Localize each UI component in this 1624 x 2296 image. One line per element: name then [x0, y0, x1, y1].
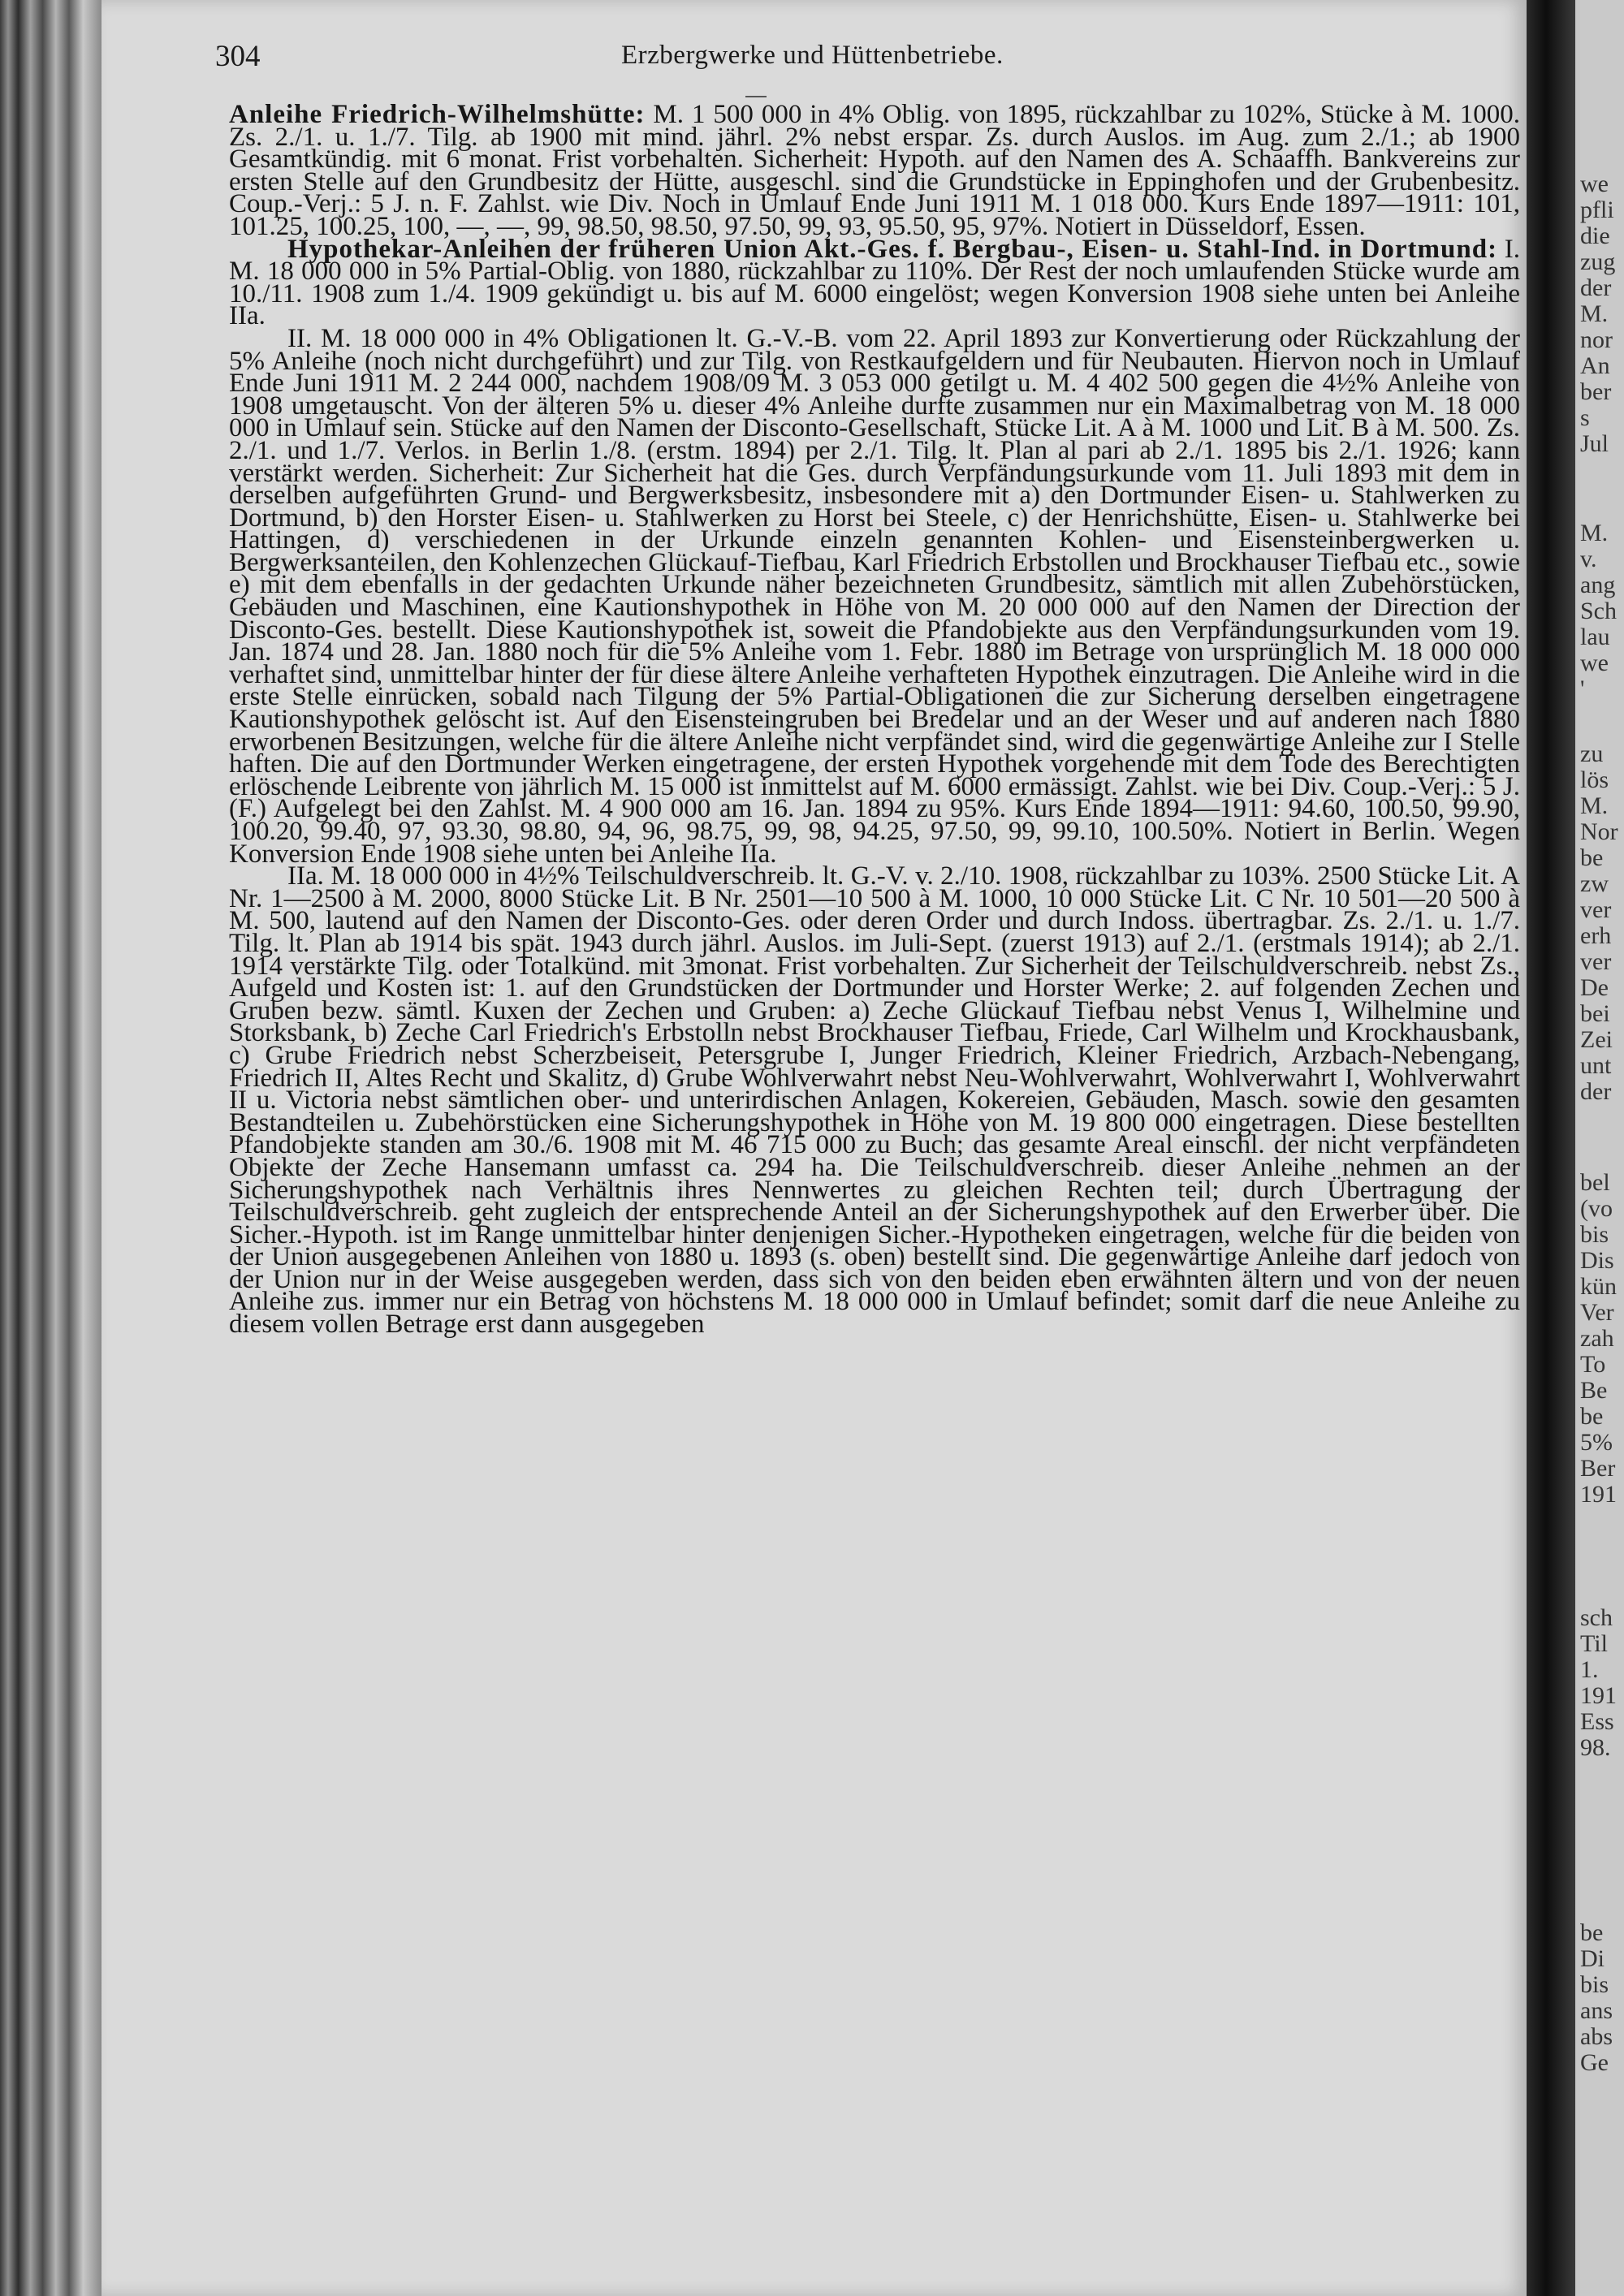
adjacent-page-fragment: 98.: [1580, 1734, 1611, 1761]
paragraph-text: IIa. M. 18 000 000 in 4½% Teilschuldverschreib. lt. G.-V. v. 2./10. 1908, rückzahlbar zu 103%. 2500 Stücke Lit. A Nr. 1—2500 à M. 2000, 8000 Stücke Lit. B Nr. 2501—10 500 à M. 1000, 10 000 Stücke Lit. C Nr. 10 501—20 500 à M. 500, lautend auf den Namen der Disconto-Ges. oder deren Order und durch Indoss. übertragbar. Zs. 2./1. u. 1./7. Tilg. lt. Plan ab 1914 bis spät. 1943 durch jährl. Auslos. im Juli-Sept. (zuerst 1913) auf 2./1. (erstmals 1914); ab 2./1. 1914 verstärkte Tilg. oder Totalkünd. mit 3monat. Frist vorbehalten. Zur Sicherheit der Teilschuldverschreib. nebst Zs., Aufgeld und Kosten ist: 1. auf den Grundstücken der Dortmunder und Horster Werke; 2. auf folgenden Zechen und Gruben bezw. sämtl. Kuxen der Zechen und Gruben: a) Zeche Glückauf Tiefbau nebst Venus I, Wilhelmine und Storksbank, b) Zeche Carl Friedrich's Erbstolln nebst Brockhauser Tiefbau, Friede, Carl Wilhelm und Krockhausbank, c) Grube Friedrich nebst Scherzbeiseit, Petersgrube I, Junger Friedrich, Kleiner Friedrich, Arzbach-Nebengang, Friedrich II, Altes Recht und Skalitz, d) Grube Wohlverwahrt nebst Neu-Wohlverwahrt, Wohlverwahrt I, Wohlverwahrt II u. Victoria nebst sämtlichen ober- und unterirdischen Anlagen, Kokereien, Gebäuden, Masch. sowie den gesamten Bestandteilen u. Zubehörstücken eine Sicherungshypothek in Höhe von M. 19 800 000 eingetragen. Diese bestellten Pfandobjekte standen am 30./6. 1908 mit M. 46 715 000 zu Buch; das gesamte Areal einschl. der nicht verpfändeten Objekte der Zeche Hansemann umfasst ca. 294 ha. Die Teilschuldverschreib. dieser Anleihe nehmen an der Sicherungshypothek nach Verhältnis ihres Nennwertes zu gleichen Rechten teil; durch Übertragung der Teilschuldverschreib. geht zugleich der entsprechende Anteil an der Sicherungshypothek auf den Erwerber über. Die Sicher.-Hypoth. ist im Range unmittelbar hinter denjenigen Sicher.-Hypotheken eingetragen, welche für die beiden von der Union ausgegebenen Anleihen von 1880 u. 1893 (s. oben) bestellt sind. Die gegenwärtige Anleihe darf jedoch von der Union nur in der Weise ausgegeben werden, dass sich von den beiden eben erwähnten ältern und von der neuen Anleihe zus. immer nur ein Betrag von höchstens M. 18 000 000 in Umlauf befindet; somit darf die neue Anleihe zu diesem vollen Betrage erst dann ausgegeben: [229, 861, 1520, 1340]
adjacent-page-fragment: s: [1580, 404, 1590, 431]
paragraph-anleihe-friedrich-wilhelmshuette: [229, 100, 1520, 241]
adjacent-page-fragment: lös: [1580, 766, 1609, 793]
adjacent-page-fragment: zw: [1580, 870, 1609, 897]
adjacent-page-fragment: Sch: [1580, 598, 1617, 624]
adjacent-page-fragment: Nor: [1580, 818, 1618, 845]
adjacent-page-fragment: die: [1580, 222, 1610, 249]
adjacent-page-fragment: ang: [1580, 572, 1616, 598]
adjacent-page-fragment: M.: [1580, 792, 1609, 819]
adjacent-page-fragment: unt: [1580, 1052, 1612, 1079]
adjacent-page-fragment: zug: [1580, 248, 1616, 275]
page-body: [229, 100, 1520, 1340]
paragraph-text: I. M. 18 000 000 in 5% Partial-Oblig. von 1880, rückzahlbar zu 110%. Der Rest der noch umlaufenden Stücke wurde am 10./11. 1908 zum 1./4. 1909 gekündigt u. bis auf M. 6000 eingelöst; wegen Konversion 1908 siehe unten bei Anleihe IIa.: [229, 234, 1520, 331]
adjacent-page-fragment: (vo: [1580, 1195, 1613, 1222]
paragraph-anleihe-ii: [229, 323, 1520, 869]
running-head: Erzbergwerke und Hüttenbetriebe.: [621, 41, 1004, 70]
paragraph-text: M. 1 500 000 in 4% Oblig. von 1895, rückzahlbar zu 102%, Stücke à M. 1000. Zs. 2./1. u. 1./7. Tilg. ab 1900 mit mind. jährl. 2% nebst erspar. Zs. durch Auslos. im Aug. zum 2./1.; ab 1900 Gesamtkündig. mit 6 monat. Frist vorbehalten. Sicherheit: Hypoth. auf den Namen des A. Schaaffh. Bankvereins zur ersten Stelle auf den Grundbesitz der Hütte, ausgeschl. sind die Grundstücke in Eppinghofen und der Grubenbesitz. Coup.-Verj.: 5 J. n. F. Zahlst. wie Div. Noch in Umlauf Ende Juni 1911 M. 1 018 000. Kurs Ende 1897—1911: 101, 101.25, 100.25, 100, —, —, 99, 98.50, 98.50, 97.50, 99, 93, 95.50, 95, 97%. Notiert in Düsseldorf, Essen.: [229, 100, 1520, 241]
adjacent-page-fragment: Be: [1580, 1377, 1608, 1404]
adjacent-page-fragment: bis: [1580, 1971, 1609, 1998]
adjacent-page-fragment: we: [1580, 650, 1609, 676]
paragraph-heading: Anleihe Friedrich-Wilhelmshütte:: [229, 100, 646, 129]
page-header: [215, 39, 1522, 80]
paragraph-anleihe-iia: [229, 861, 1520, 1340]
adjacent-page-fragment: To: [1580, 1351, 1606, 1378]
page-number: 304: [215, 40, 261, 73]
adjacent-page-fragment: bei: [1580, 1000, 1610, 1027]
adjacent-page-fragment: M.: [1580, 520, 1609, 546]
adjacent-page-fragment: 5%: [1580, 1429, 1613, 1456]
book-gutter: [1527, 0, 1575, 2296]
adjacent-page-fragment: sch: [1580, 1604, 1613, 1631]
adjacent-page-fragment: v.: [1580, 546, 1597, 572]
adjacent-page-fragment: An: [1580, 352, 1610, 379]
adjacent-page-fragment: ': [1580, 675, 1585, 702]
adjacent-page-fragment: be: [1580, 844, 1604, 871]
adjacent-page-fragment: der: [1580, 1078, 1612, 1105]
adjacent-page-fragment: 191: [1580, 1682, 1617, 1709]
adjacent-page-fragment: Jul: [1580, 430, 1609, 457]
adjacent-page-fragment: Di: [1580, 1945, 1605, 1972]
adjacent-page-fragment: Ge: [1580, 2049, 1609, 2076]
paragraph-text: II. M. 18 000 000 in 4% Obligationen lt. G.-V.-B. vom 22. April 1893 zur Konvertierung oder Rückzahlung der 5% Anleihe (noch nicht durchgeführt) und zur Tilg. von Restkaufgeldern und für Neubauten. Hiervon noch in Umlauf Ende Juni 1911 M. 2 244 000, nachdem 1908/09 M. 3 053 000 getilgt u. M. 4 402 500 gegen die 4½% Anleihe von 1908 umgetauscht. Von der älteren 5% u. dieser 4% Anleihe durfte zusammen nur ein Maximalbetrag von M. 18 000 000 in Umlauf sein. Stücke auf den Namen der Disconto-Gesellschaft, Stücke Lit. A à M. 1000 und Lit. B à M. 500. Zs. 2./1. und 1./7. Verlos. in Berlin 1./8. (erstm. 1894) per 2./1. Tilg. lt. Plan al pari ab 2./1. 1895 bis 2./1. 1926; kann verstärkt werden. Sicherheit: Zur Sicherheit hat die Ges. durch Verpfändungsurkunde vom 11. Juli 1893 mit dem in derselben aufgeführten Grund- und Bergwerksbesitz, insbesondere mit a) den Dortmunder Eisen- u. Stahlwerken zu Dortmund, b) den Horster Eisen- u. Stahlwerken zu Horst bei Steele, c) der Henrichshütte, Eisen- u. Stahlwerke bei Hattingen, d) verschiedenen in der Urkunde einzeln genannten Kohlen- und Eisensteinbergwerken u. Bergwerksanteilen, den Kohlenzechen Glückauf-Tiefbau, Karl Friedrich Erbstollen und Brockhauser Tiefbau etc., sowie e) mit dem ebenfalls in der gedachten Urkunde näher bezeichneten Grundbesitz, sämtlich mit allen Zubehörstücken, Gebäuden und Maschinen, eine Kautionshypothek in Höhe von M. 20 000 000 auf den Namen der Direction der Disconto-Ges. bestellt. Diese Kautionshypothek ist, soweit die Pfandobjekte aus den Verpfändungsurkunden vom 19. Jan. 1874 und 28. Jan. 1880 noch für die 5% Anleihe vom 1. Febr. 1880 im Betrage von ursprünglich M. 18 000 000 verhaftet sind, unmittelbar hinter der für diese ältere Anleihe verhafteten Hypothek einzutragen. Die Anleihe wird in die erste Stelle einrücken, sobald nach Tilgung der 5% Partial-Obligationen die zur Sicherung derselben eingetragene Kautionshypothek gelöscht ist. Auf den Eisensteingruben bei Bredelar und an der Weser und auf anderen nach 1880 erworbenen Besitzungen, welche für die ältere Anleihe nicht verpfändet sind, wird die gegenwärtige Anleihe zur I Stelle haften. Die auf den Dortmunder Werken eingetragene, der ersten Hypothek vorgehende mit dem Tode des Berechtigten erlöschende Leibrente von jährlich M. 15 000 ist inmittelst auf M. 6000 ermässigt. Zahlst. wie bei Div. Coup.-Verj.: 5 J. (F.) Aufgelegt bei den Zahlst. M. 4 900 000 am 16. Jan. 1894 zu 95%. Kurs Ende 1894—1911: 94.60, 100.50, 99.90, 100.20, 99.40, 97, 93.30, 98.80, 94, 96, 98.75, 99, 98, 94.25, 97.50, 99, 99.10, 100.50%. Notiert in Berlin. Wegen Konversion Ende 1908 siehe unten bei Anleihe IIa.: [229, 323, 1520, 869]
adjacent-page-fragment: Ber: [1580, 1455, 1616, 1482]
adjacent-page-fragment: zah: [1580, 1325, 1614, 1352]
adjacent-page-fragment: abs: [1580, 2023, 1613, 2050]
adjacent-page-fragment: De: [1580, 974, 1609, 1001]
adjacent-page-fragment: Zei: [1580, 1026, 1613, 1053]
adjacent-page-fragment: M.: [1580, 300, 1609, 327]
adjacent-page-fragment: Til: [1580, 1630, 1608, 1657]
adjacent-page-fragment: der: [1580, 274, 1612, 301]
paragraph-hypothekar-anleihen-union: [229, 234, 1520, 331]
adjacent-page-fragment: bel: [1580, 1169, 1610, 1196]
adjacent-page-fragment: erh: [1580, 922, 1612, 949]
adjacent-page-fragment: 191: [1580, 1481, 1617, 1508]
adjacent-page-fragment: ver: [1580, 896, 1612, 923]
adjacent-page-fragment: nor: [1580, 326, 1613, 353]
book-binding-left: [0, 0, 102, 2296]
adjacent-page-fragment: be: [1580, 1403, 1604, 1430]
adjacent-page-fragment: ver: [1580, 948, 1612, 975]
adjacent-page-fragment: lau: [1580, 624, 1610, 650]
adjacent-page-edge: [1575, 0, 1624, 2296]
paragraph-heading: Hypothekar-Anleihen der früheren Union Akt.-Ges. f. Bergbau-, Eisen- u. Stahl-Ind. in Dortmund:: [287, 234, 1498, 264]
adjacent-page-fragment: Ver: [1580, 1299, 1614, 1326]
adjacent-page-fragment: ber: [1580, 378, 1612, 405]
adjacent-page-fragment: Ess: [1580, 1708, 1614, 1735]
adjacent-page-fragment: zu: [1580, 740, 1604, 767]
adjacent-page-fragment: pfli: [1580, 196, 1614, 223]
adjacent-page-fragment: ans: [1580, 1997, 1613, 2024]
adjacent-page-fragment: kün: [1580, 1273, 1617, 1300]
adjacent-page-fragment: 1.: [1580, 1656, 1599, 1683]
adjacent-page-fragment: we: [1580, 170, 1609, 197]
header-rule: [745, 96, 767, 97]
adjacent-page-fragment: Dis: [1580, 1247, 1614, 1274]
adjacent-page-fragment: bis: [1580, 1221, 1609, 1248]
adjacent-page-fragment: be: [1580, 1919, 1604, 1946]
